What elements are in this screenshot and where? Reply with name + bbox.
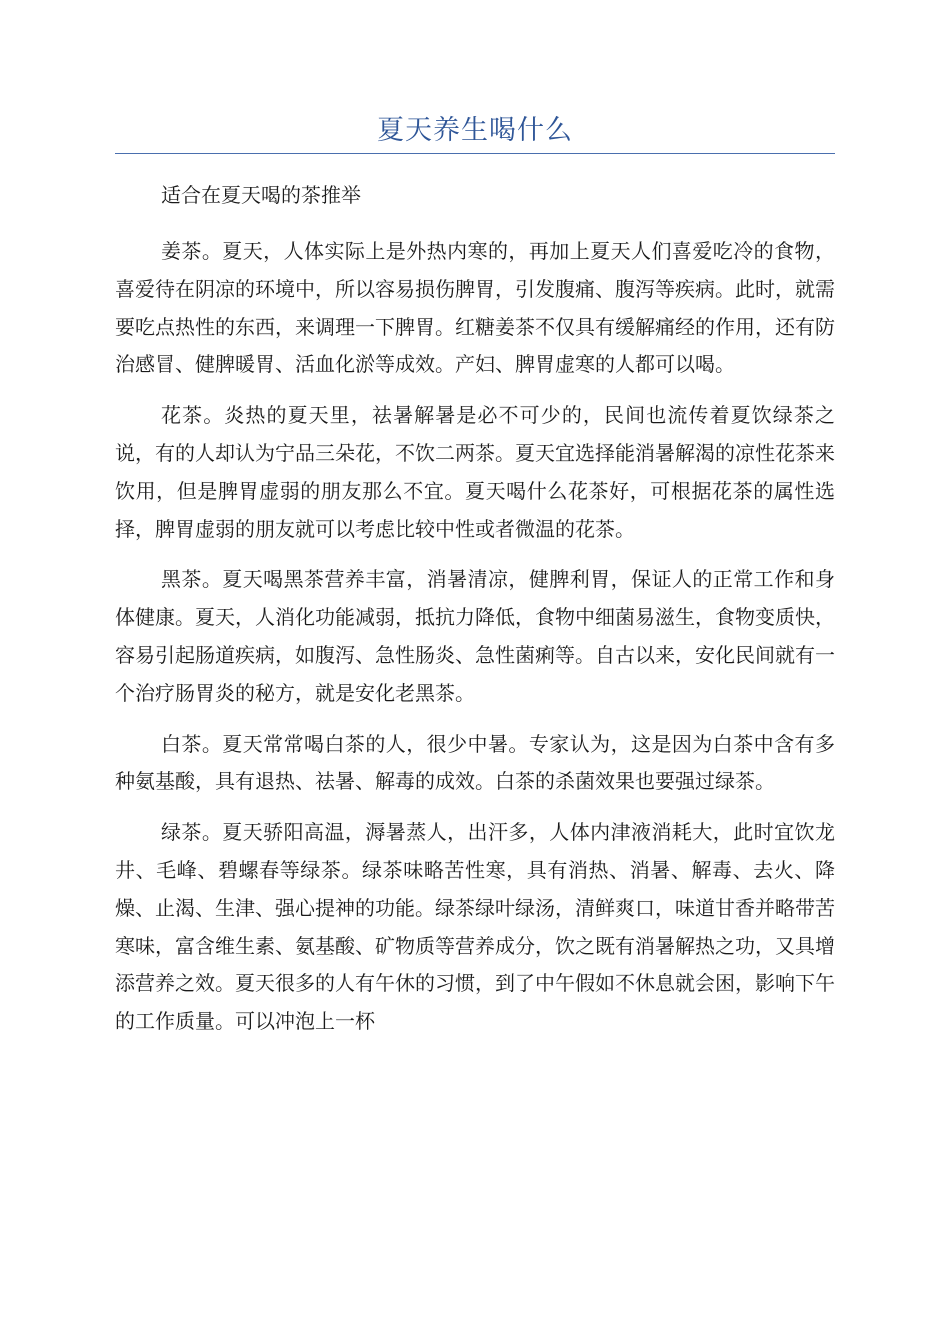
section-heading: 适合在夏天喝的茶推举: [161, 183, 361, 207]
title-underline: [115, 153, 835, 154]
document-page: [115, 0, 835, 1041]
document-title: 夏天养生喝什么: [377, 115, 573, 146]
paragraph-green-tea: 绿茶。夏天骄阳高温，溽暑蒸人，出汗多，人体内津液消耗大，此时宜饮龙井、毛峰、碧螺春等绿茶。绿茶味略苦性寒，具有消热、消暑、解毒、去火、降燥、止渴、生津、强心提神的功能。绿茶绿叶绿汤，清鲜爽口，味道甘香并略带苦寒味，富含维生素、氨基酸、矿物质等营养成分，饮之既有消暑解热之功，又具增添营养之效。夏天很多的人有午休的习惯，到了中午假如不休息就会困，影响下午的工作质量。可以冲泡上一杯: [115, 820, 835, 1034]
paragraph-flower-tea: 花茶。炎热的夏天里，祛暑解暑是必不可少的，民间也流传着夏饮绿茶之说，有的人却认为宁品三朵花，不饮二两茶。夏天宜选择能消暑解渴的凉性花茶来饮用，但是脾胃虚弱的朋友那么不宜。夏天喝什么花茶好，可根据花茶的属性选择，脾胃虚弱的朋友就可以考虑比较中性或者微温的花茶。: [115, 403, 835, 541]
paragraph-white-tea: 白茶。夏天常常喝白茶的人，很少中暑。专家认为，这是因为白茶中含有多种氨基酸，具有退热、祛暑、解毒的成效。白茶的杀菌效果也要强过绿茶。: [115, 731, 835, 794]
paragraph-ginger-tea: 姜茶。夏天，人体实际上是外热内寒的，再加上夏天人们喜爱吃冷的食物，喜爱待在阴凉的环境中，所以容易损伤脾胃，引发腹痛、腹泻等疾病。此时，就需要吃点热性的东西，来调理一下脾胃。红糖姜茶不仅具有缓解痛经的作用，还有防治感冒、健脾暖胃、活血化淤等成效。产妇、脾胃虚寒的人都可以喝。: [115, 239, 835, 377]
paragraph-dark-tea: 黑茶。夏天喝黑茶营养丰富，消暑清凉，健脾利胃，保证人的正常工作和身体健康。夏天，人消化功能减弱，抵抗力降低，食物中细菌易滋生，食物变质快，容易引起肠道疾病，如腹泻、急性肠炎、急性菌痢等。自古以来，安化民间就有一个治疗肠胃炎的秘方，就是安化老黑茶。: [115, 567, 835, 705]
